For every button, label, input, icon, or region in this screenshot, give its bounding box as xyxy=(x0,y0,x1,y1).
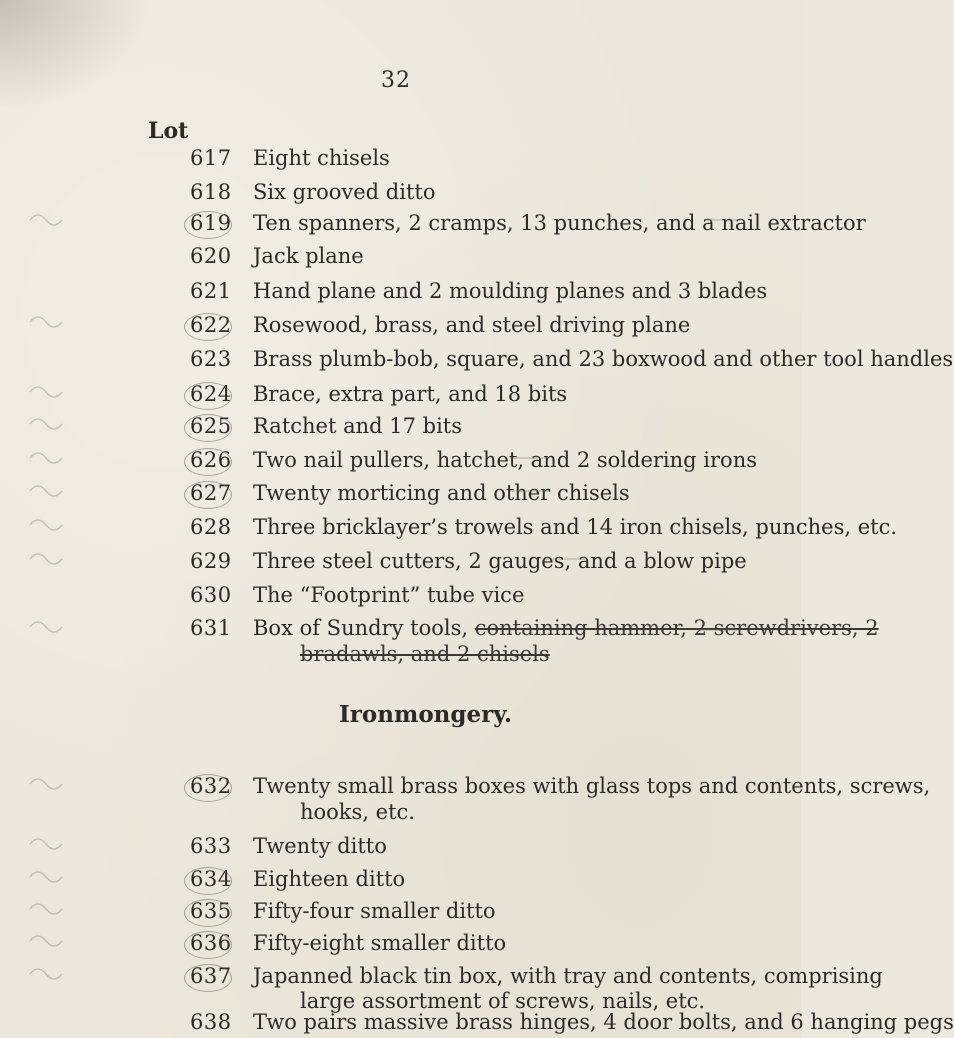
lot-number: 635 xyxy=(190,899,232,923)
lot-number: 624 xyxy=(190,382,232,406)
page-number: 32 xyxy=(381,68,411,93)
lot-number: 626 xyxy=(190,448,232,472)
lot-description: Fifty-four smaller ditto xyxy=(253,899,496,923)
lot-column-header: Lot xyxy=(148,118,189,144)
lot-description: Two pairs massive brass hinges, 4 door bolts, and 6 hanging pegs xyxy=(253,1010,954,1034)
lot-description-text: Box of Sundry tools, xyxy=(253,616,475,640)
lot-description: Rosewood, brass, and steel driving plane xyxy=(253,313,691,337)
lot-description-cont: large assortment of screws, nails, etc. xyxy=(300,989,706,1013)
lot-description: Twenty morticing and other chisels xyxy=(253,481,630,505)
lot-number: 630 xyxy=(190,583,232,607)
lot-description: Twenty ditto xyxy=(253,834,387,858)
lot-number: 638 xyxy=(190,1010,232,1034)
lot-number: 633 xyxy=(190,834,232,858)
lot-description: Eight chisels xyxy=(253,146,390,170)
lot-description: Twenty small brass boxes with glass tops and contents, screws, xyxy=(253,774,931,798)
lot-description: Ten spanners, 2 cramps, 13 punches, and a nail extractor xyxy=(253,211,866,235)
lot-description-cont: hooks, etc. xyxy=(300,800,415,824)
lot-number: 627 xyxy=(190,481,232,505)
lot-number: 618 xyxy=(190,180,232,204)
struck-text: containing hammer, 2 screwdrivers, 2 xyxy=(474,616,879,640)
lot-description: The “Footprint” tube vice xyxy=(253,583,525,607)
lot-number: 621 xyxy=(190,279,232,303)
lot-number: 619 xyxy=(190,211,232,235)
lot-description: Japanned black tin box, with tray and contents, comprising xyxy=(253,964,883,988)
lot-description: Two nail pullers, hatchet, and 2 soldering irons xyxy=(253,448,757,472)
lot-number: 628 xyxy=(190,515,232,539)
lot-description: Fifty-eight smaller ditto xyxy=(253,931,507,955)
lot-number: 629 xyxy=(190,549,232,573)
lot-description: Brace, extra part, and 18 bits xyxy=(253,382,568,406)
lot-description: Ratchet and 17 bits xyxy=(253,414,463,438)
struck-text: bradawls, and 2 chisels xyxy=(300,642,550,666)
lot-number: 620 xyxy=(190,244,232,268)
lot-description: Three bricklayer’s trowels and 14 iron chisels, punches, etc. xyxy=(253,515,898,539)
lot-description: Brass plumb-bob, square, and 23 boxwood and other tool handles xyxy=(253,347,954,371)
lot-number: 622 xyxy=(190,313,232,337)
section-heading: Ironmongery. xyxy=(339,701,512,728)
lot-description: Hand plane and 2 moulding planes and 3 blades xyxy=(253,279,768,303)
lot-description: Six grooved ditto xyxy=(253,180,436,204)
lot-number: 617 xyxy=(190,146,232,170)
lot-description: Three steel cutters, 2 gauges, and a blow pipe xyxy=(253,549,747,573)
lot-description: Jack plane xyxy=(253,244,364,268)
lot-number: 634 xyxy=(190,867,232,891)
lot-number: 637 xyxy=(190,964,232,988)
lot-number: 623 xyxy=(190,347,232,371)
lot-number: 625 xyxy=(190,414,232,438)
lot-number: 631 xyxy=(190,616,232,640)
lot-number: 632 xyxy=(190,774,232,798)
lot-number: 636 xyxy=(190,931,232,955)
lot-description: Eighteen ditto xyxy=(253,867,406,891)
